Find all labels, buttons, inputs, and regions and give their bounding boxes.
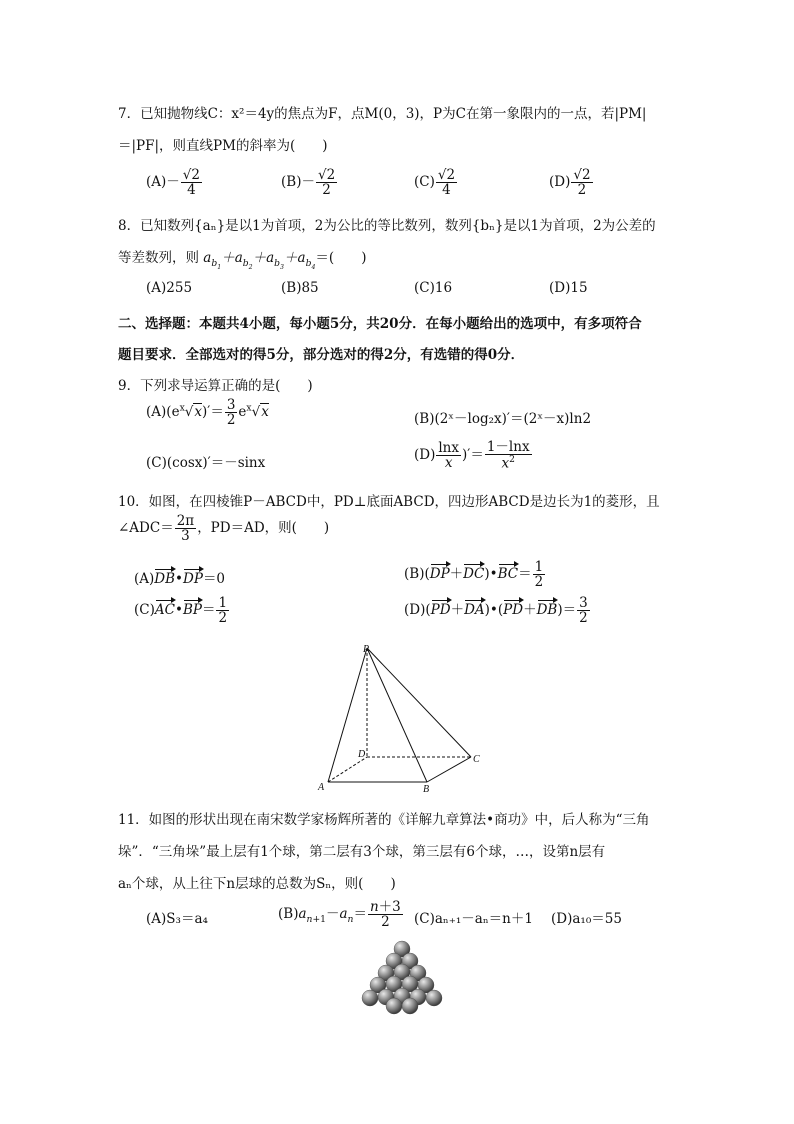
ball <box>386 998 402 1014</box>
q10-stem-line1: 10．如图，在四棱锥P－ABCD中，PD⊥底面ABCD，四边形ABCD是边长为1的菱形，且 <box>118 494 660 510</box>
q7-option-c[interactable] <box>414 168 458 197</box>
q11-option-b[interactable]: $(B)a_{n+1}-a_n=$ $\frac{n+3}{2}$ <box>278 899 401 931</box>
label-d: D <box>358 749 366 760</box>
q10-stem-line2 <box>118 514 678 543</box>
q10-option-d-label: (D) <box>404 602 426 619</box>
q9-option-c[interactable]: (C)(cosx)′＝－sinx <box>146 455 266 471</box>
q11-stem-line2: 垛”．“三角垛”最上层有1个球，第二层有3个球，第三层有6个球，…，设第n层有 <box>118 844 606 860</box>
label-c: C <box>473 754 480 765</box>
q7-c-den: 4 <box>442 182 451 199</box>
section2-heading-line2: 题目要求．全部选对的得5分，部分选对的得2分，有选错的得0分． <box>118 347 525 363</box>
q9-option-a[interactable]: $(A)(e^x√x)'=$ $\frac{3}{2}$ $e^x√x$ <box>146 397 269 429</box>
q7-option-b-label: (B)－ <box>281 174 315 191</box>
q8-option-b[interactable]: (B)85 <box>281 280 319 296</box>
q8-line2-prefix: 等差数列，则 <box>118 250 199 266</box>
q10-option-b-label: (B) <box>404 566 425 583</box>
label-a: A <box>318 782 325 792</box>
q10-angle-den: 3 <box>181 528 190 545</box>
q7-d-num: √2 <box>573 167 591 183</box>
q11-option-d[interactable]: (D)a₁₀＝55 <box>551 911 622 927</box>
q11-option-a[interactable]: (A)S₃＝a₄ <box>146 911 208 927</box>
q7-d-den: 2 <box>577 182 587 199</box>
q10-option-c-label: (C) <box>134 602 155 619</box>
q7-option-b[interactable] <box>281 168 338 197</box>
q8-option-d[interactable]: (D)15 <box>549 280 588 296</box>
q11-option-c[interactable]: (C)aₙ₊₁－aₙ＝n＋1 <box>414 911 533 927</box>
ball <box>402 998 418 1014</box>
q8-sum-expression: $a_{b_1}+a_{b_2}+a_{b_3}+a_{b_4}$ <box>203 250 316 271</box>
edge-bc <box>427 757 471 782</box>
q11-stem-line3: aₙ个球，从上往下n层球的总数为Sₙ，则( ) <box>118 876 396 892</box>
q11-option-b-label: (B) <box>278 906 299 923</box>
q7-b-den: 2 <box>322 182 331 199</box>
q8-stem-line1: 8．已知数列{aₙ}是以1为首项，2为公比的等比数列，数列{bₙ}是以1为首项，2为公差的 <box>118 218 656 234</box>
q10-angle-suffix: ，PD＝AD，则( ) <box>197 520 330 537</box>
q7-option-d-label: (D) <box>549 174 571 191</box>
label-p: P <box>363 644 370 655</box>
pyramid-figure <box>310 640 490 792</box>
q8-line2-suffix: ＝( ) <box>315 250 367 266</box>
q10-option-a-label: (A) <box>134 571 155 587</box>
ball <box>426 990 442 1006</box>
q10-option-d[interactable]: (D)(PD＋DA)•(PD＋DB)＝ $\frac{3}{2}$ <box>404 595 588 627</box>
q7-b-num: √2 <box>317 167 336 183</box>
q8-option-c[interactable]: (C)16 <box>414 280 453 296</box>
q11-stem-line1: 11．如图的形状出现在南宋数学家杨辉所著的《详解九章算法•商功》中，后人称为“三角 <box>118 812 650 828</box>
edge-pb <box>367 648 427 782</box>
q7-a-den: 4 <box>187 182 196 199</box>
q9-option-d[interactable]: (D) $\frac{\ln x}{x}$ )′＝ $\frac{1-\ln x}{x^2}$ <box>414 439 530 472</box>
section2-heading-line1: 二、选择题：本题共4小题，每小题5分，共20分．在每小题给出的选项中，有多项符合 <box>118 316 642 332</box>
q7-stem-line2: ＝|PF|，则直线PM的斜率为( ) <box>118 138 328 154</box>
ball <box>362 990 378 1006</box>
q9-option-a-label: (A) <box>146 404 167 421</box>
q9-option-d-label: (D) <box>414 446 436 463</box>
q10-option-a[interactable]: (A)DB•DP＝0 <box>134 571 226 587</box>
q7-option-d[interactable] <box>549 168 594 197</box>
edge-pc <box>367 648 471 757</box>
q7-stem-line1: 7．已知抛物线C：x²＝4y的焦点为F，点M(0，3)，P为C在第一象限内的一点，若|PM| <box>118 106 647 122</box>
q9-option-b[interactable]: (B)(2ˣ－log₂x)′＝(2ˣ－x)ln2 <box>414 411 592 427</box>
q7-option-a-label: (A)－ <box>146 174 180 191</box>
edge-pa <box>328 648 367 782</box>
q7-c-num: √2 <box>437 167 456 183</box>
label-b: B <box>423 784 430 792</box>
q7-option-c-label: (C) <box>414 174 435 191</box>
q9-stem: 9．下列求导运算正确的是( ) <box>118 378 313 394</box>
q8-stem-line2 <box>118 246 678 271</box>
q10-angle-num: 2π <box>176 513 195 529</box>
ball-stack-figure <box>360 940 444 1016</box>
q7-a-num: √2 <box>182 167 200 183</box>
q10-option-b[interactable]: (B)(DP＋DC)•BC＝ $\frac{1}{2}$ <box>404 559 544 591</box>
q7-option-a[interactable] <box>146 168 203 197</box>
q10-angle-prefix: ∠ADC＝ <box>118 520 174 537</box>
q10-option-c[interactable]: (C)AC•BP＝ $\frac{1}{2}$ <box>134 595 228 627</box>
q8-option-a[interactable]: (A)255 <box>146 280 193 296</box>
